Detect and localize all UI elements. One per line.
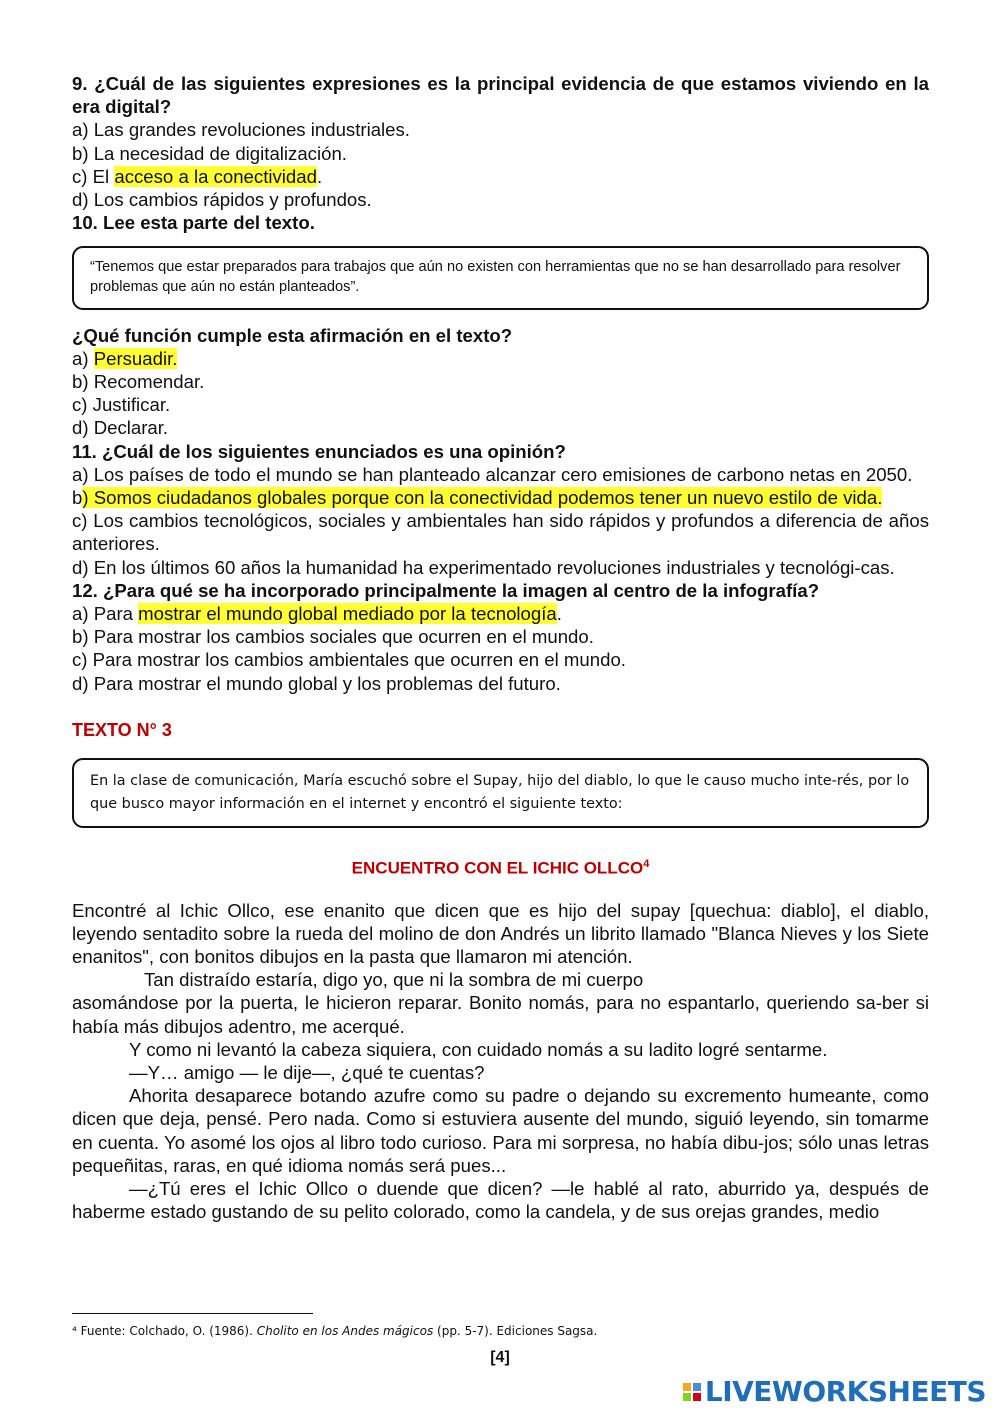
q11-option-b-prefix: b bbox=[72, 487, 83, 509]
page-number: [4] bbox=[490, 1349, 510, 1366]
footnote-marker: 4 bbox=[643, 857, 650, 870]
story-paragraph-5: Ahorita desaparece botando azufre como su padre o dejando su excremento humeante, como dicen que deja, pensé. Pero nada. Como si estuviera ausente del mundo, siguió leyendo, sin tomarme en cuenta. Yo asomé los ojos al libro todo curioso. Para mi sorpresa, no había dibu-jos; sólo unas letras pequeñitas, raras, en qué idioma nomás será pues... bbox=[72, 1085, 929, 1176]
story-body bbox=[72, 899, 929, 1224]
footnote-publisher: (pp. 5-7). Ediciones Sagsa. bbox=[433, 1324, 598, 1338]
story-paragraph-2-first: Tan distraído estaría, digo yo, que ni la sombra de mi cuerpo bbox=[144, 969, 644, 991]
q9-option-c-highlight: acceso a la conectividad bbox=[114, 165, 317, 187]
story-title-text: ENCUENTRO CON EL ICHIC OLLCO bbox=[351, 858, 644, 878]
q11-option-a: a) Los países de todo el mundo se han planteado alcanzar cero emisiones de carbono netas en 2050. bbox=[72, 463, 913, 485]
q10-option-b: b) Recomendar. bbox=[72, 371, 205, 393]
q11-option-b-highlight: ) Somos ciudadanos globales porque con la conectividad podemos tener un nuevo estilo de vida. bbox=[82, 487, 883, 509]
story-title bbox=[72, 858, 929, 879]
q10-option-c: c) Justificar. bbox=[72, 394, 171, 416]
q9-option-d: d) Los cambios rápidos y profundos. bbox=[72, 189, 372, 211]
q12-option-a-prefix: a) Para bbox=[72, 603, 139, 625]
story-paragraph-6: —¿Tú eres el Ichic Ollco o duende que dicen? —le hablé al rato, aburrido ya, después de haberme estado gustando de su pelito colorado, como la candela, y de sus orejas grandes, medio bbox=[72, 1177, 929, 1223]
footnote-divider bbox=[72, 1313, 313, 1314]
q9-option-a: a) Las grandes revoluciones industriales. bbox=[72, 119, 410, 141]
q10-option-a-highlight: Persuadir. bbox=[93, 347, 178, 369]
q10-option-a bbox=[72, 347, 929, 370]
question-10-text: ¿Qué función cumple esta afirmación en el texto? bbox=[72, 324, 513, 346]
question-10 bbox=[72, 211, 929, 439]
logo-text: LIVEWORKSHEETS bbox=[704, 1375, 986, 1408]
question-11-text: 11. ¿Cuál de los siguientes enunciados es una opinión? bbox=[72, 440, 566, 462]
q9-option-c-suffix: . bbox=[316, 165, 323, 187]
footnote-source: ⁴ Fuente: Colchado, O. (1986). bbox=[72, 1324, 257, 1338]
intro-box: En la clase de comunicación, María escuchó sobre el Supay, hijo del diablo, lo que le causo mucho inte-rés, por lo que busco mayor información en el internet y encontró el siguiente texto: bbox=[72, 758, 929, 828]
q10-option-d: d) Declarar. bbox=[72, 417, 169, 439]
q9-option-c bbox=[72, 165, 929, 188]
liveworksheets-logo bbox=[683, 1375, 986, 1408]
q12-option-d: d) Para mostrar el mundo global y los problemas del futuro. bbox=[72, 672, 561, 694]
story-paragraph-2-rest: asomándose por la puerta, le hicieron reparar. Bonito nomás, para no espantarlo, queriendo sa-ber si había más dibujos adentro, me acerqué. bbox=[72, 992, 929, 1037]
q12-option-a bbox=[72, 602, 929, 625]
logo-icon bbox=[683, 1383, 701, 1401]
worksheet-page bbox=[72, 72, 929, 1223]
question-9 bbox=[72, 72, 929, 211]
question-9-text: 9. ¿Cuál de las siguientes expresiones es la principal evidencia de que estamos viviendo en la era digital? bbox=[72, 73, 929, 118]
q12-option-a-suffix: . bbox=[556, 603, 562, 625]
q12-option-a-highlight: mostrar el mundo global mediado por la tecnología bbox=[138, 603, 557, 625]
q9-option-c-prefix: c) El bbox=[72, 165, 115, 187]
q11-option-c: c) Los cambios tecnológicos, sociales y ambientales han sido rápidos y profundos a diferencia de años anteriores. bbox=[72, 510, 929, 555]
footnote bbox=[72, 1324, 597, 1338]
story-paragraph-4: —Y… amigo — le dije—, ¿qué te cuentas? bbox=[129, 1061, 485, 1083]
story-paragraph-3: Y como ni levantó la cabeza siquiera, con cuidado nomás a su ladito logré sentarme. bbox=[129, 1038, 828, 1060]
question-12 bbox=[72, 579, 929, 695]
q11-option-b bbox=[72, 486, 929, 509]
story-paragraph-1: Encontré al Ichic Ollco, ese enanito que dicen que es hijo del supay [quechua: diablo], el diablo, leyendo sentadito sobre la rueda del molino de don Andrés un librito llamado "Blanca Nieves y los Siete enanitos", con bonitos dibujos en la pasta que llamaron mi atención. bbox=[72, 899, 929, 967]
question-12-text: 12. ¿Para qué se ha incorporado principalmente la imagen al centro de la infografía? bbox=[72, 579, 820, 601]
section-label: TEXTO N° 3 bbox=[72, 719, 172, 740]
q9-option-b: b) La necesidad de digitalización. bbox=[72, 142, 347, 164]
footnote-book-title: Cholito en los Andes mágicos bbox=[256, 1324, 434, 1338]
question-11 bbox=[72, 440, 929, 579]
q12-option-c: c) Para mostrar los cambios ambientales que ocurren en el mundo. bbox=[72, 649, 626, 671]
quote-box: “Tenemos que estar preparados para trabajos que aún no existen con herramientas que no se han desarrollado para resolver problemas que aún no están planteados”. bbox=[72, 246, 929, 309]
q11-option-d: d) En los últimos 60 años la humanidad ha experimentado revoluciones industriales y tecnológi-cas. bbox=[72, 556, 895, 578]
q12-option-b: b) Para mostrar los cambios sociales que ocurren en el mundo. bbox=[72, 626, 594, 648]
q10-option-a-prefix: a) bbox=[72, 347, 94, 369]
question-10-heading: 10. Lee esta parte del texto. bbox=[72, 212, 315, 234]
